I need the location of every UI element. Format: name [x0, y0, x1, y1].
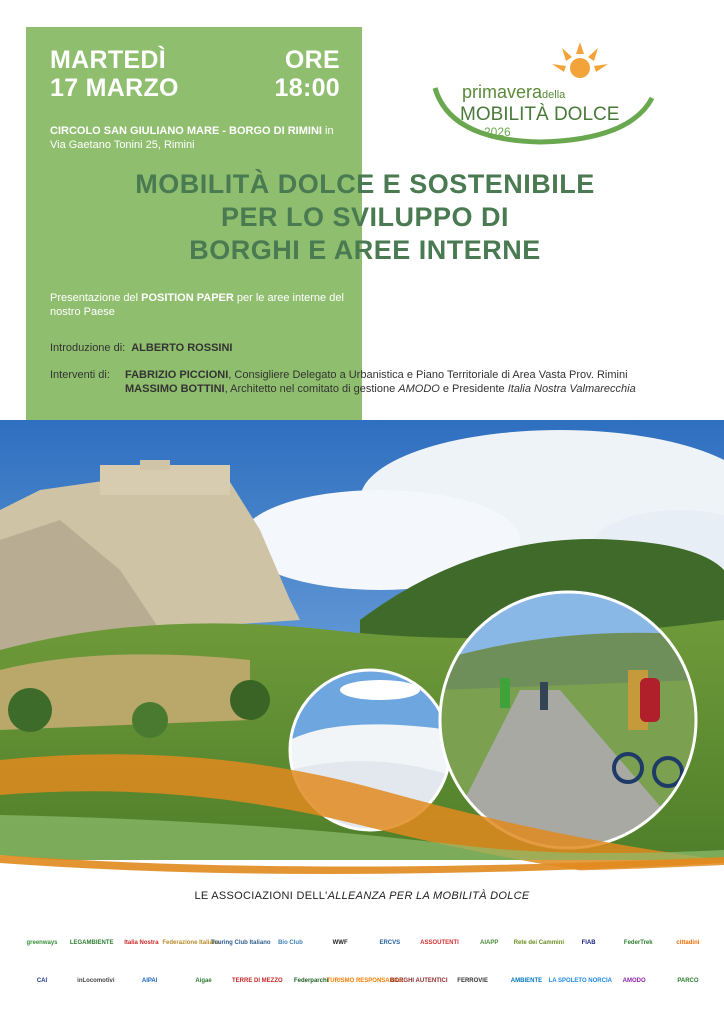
event-time: 18:00 — [274, 74, 340, 102]
partner-logo: inLocomotivi — [77, 978, 115, 984]
presentation-bold: POSITION PAPER — [141, 292, 234, 304]
logo-della: della — [542, 89, 566, 101]
event-time-label: ORE — [284, 46, 340, 74]
partner-logo: FederTrek — [623, 940, 653, 946]
event-venue — [50, 124, 350, 152]
title-line-3: BORGHI E AREE INTERNE — [189, 235, 541, 265]
logo-primavera: primavera — [462, 82, 543, 102]
associations-title — [0, 890, 724, 902]
event-datetime — [50, 46, 340, 102]
partner-logo: Bio Club — [278, 940, 303, 946]
partner-logo: TURISMO RESPONSABILE — [326, 978, 404, 984]
speakers-label: Interventi di: — [50, 369, 110, 381]
speaker-1-role: , Consigliere Delegato a Urbanistica e Piano Territoriale di Area Vasta Prov. Rimini — [228, 369, 628, 381]
event-date: 17 MARZO — [50, 74, 179, 102]
partner-logo: Federparchi — [293, 978, 329, 984]
speaker-1-name: FABRIZIO PICCIONI — [125, 369, 229, 381]
speaker-1 — [125, 368, 636, 382]
partner-logo: Touring Club Italiano — [210, 940, 271, 946]
partner-logo: BORGHI AUTENTICI — [390, 978, 448, 984]
presentation-text — [50, 291, 350, 319]
speaker-2 — [125, 382, 636, 396]
partner-logo: FIAB — [581, 940, 596, 946]
partner-logo: Rete dei Cammini — [513, 940, 565, 946]
partner-logo: AIPAI — [141, 978, 158, 984]
partner-logo: PARCO — [677, 978, 699, 984]
partner-logo: WWF — [332, 940, 348, 946]
primavera-mobilita-dolce-logo — [430, 40, 660, 150]
venue-address: in Via Gaetano Tonini 25, Rimini — [50, 125, 334, 151]
partner-logo: AIAPP — [480, 940, 499, 946]
title-line-2: PER LO SVILUPPO DI — [220, 202, 510, 232]
partner-logo: Federazione Italiana — [162, 940, 220, 946]
partner-logo: CAI — [36, 978, 48, 984]
title-line-1: MOBILITÀ DOLCE E SOSTENIBILE — [135, 169, 595, 199]
partner-logo: ASSOUTENTI — [420, 940, 459, 946]
intro-label: Introduzione di: — [50, 342, 126, 354]
presentation-post: per le aree interne del nostro Paese — [50, 292, 344, 318]
partner-logo: Italia Nostra — [124, 940, 159, 946]
landscape-photo — [0, 420, 724, 860]
speaker-2-name: MASSIMO BOTTINI — [125, 383, 225, 395]
partner-logos-row-1 — [20, 932, 710, 954]
partner-logos-row-2 — [20, 970, 710, 992]
partner-logo: cittadini — [676, 940, 700, 946]
sun-icon — [552, 42, 608, 78]
speaker-2-org: Italia Nostra Valmarecchia — [507, 383, 636, 395]
speaker-2-role-a: , Architetto nel comitato di gestione — [224, 383, 399, 395]
svg-text:primaveradella — [462, 82, 566, 102]
event-day: MARTEDÌ — [50, 46, 166, 74]
presentation-pre: Presentazione del — [50, 292, 142, 304]
logo-mobilita-dolce: MOBILITÀ DOLCE — [460, 104, 620, 125]
partner-logo: FERROVIE — [457, 978, 488, 984]
speakers-list — [125, 368, 636, 396]
event-title — [40, 168, 690, 267]
introduction — [50, 342, 232, 354]
partner-logo: ERCVS — [379, 940, 401, 946]
partner-logo: AMODO — [622, 978, 646, 984]
partner-logo: LEGAMBIENTE — [69, 940, 114, 946]
logo-year: 2026 — [484, 125, 511, 139]
partner-logo: Aigae — [195, 978, 212, 984]
intro-name: ALBERTO ROSSINI — [131, 342, 233, 354]
partner-logo: greenways — [26, 940, 58, 946]
speakers — [50, 368, 710, 396]
speaker-2-amodo: AMODO — [398, 383, 440, 395]
partner-logo: AMBIENTE — [510, 978, 543, 984]
speaker-2-role-b: e Presidente — [439, 383, 508, 395]
partner-logo: LA SPOLETO NORCIA — [548, 978, 612, 984]
partner-logo: TERRE DI MEZZO — [231, 978, 283, 984]
associations-italic: ALLEANZA PER LA MOBILITÀ DOLCE — [327, 890, 530, 902]
bottom-wave — [0, 855, 724, 895]
associations-pre: LE ASSOCIAZIONI DELL' — [194, 890, 328, 902]
venue-name: CIRCOLO SAN GIULIANO MARE - BORGO DI RIMINI — [50, 125, 322, 137]
